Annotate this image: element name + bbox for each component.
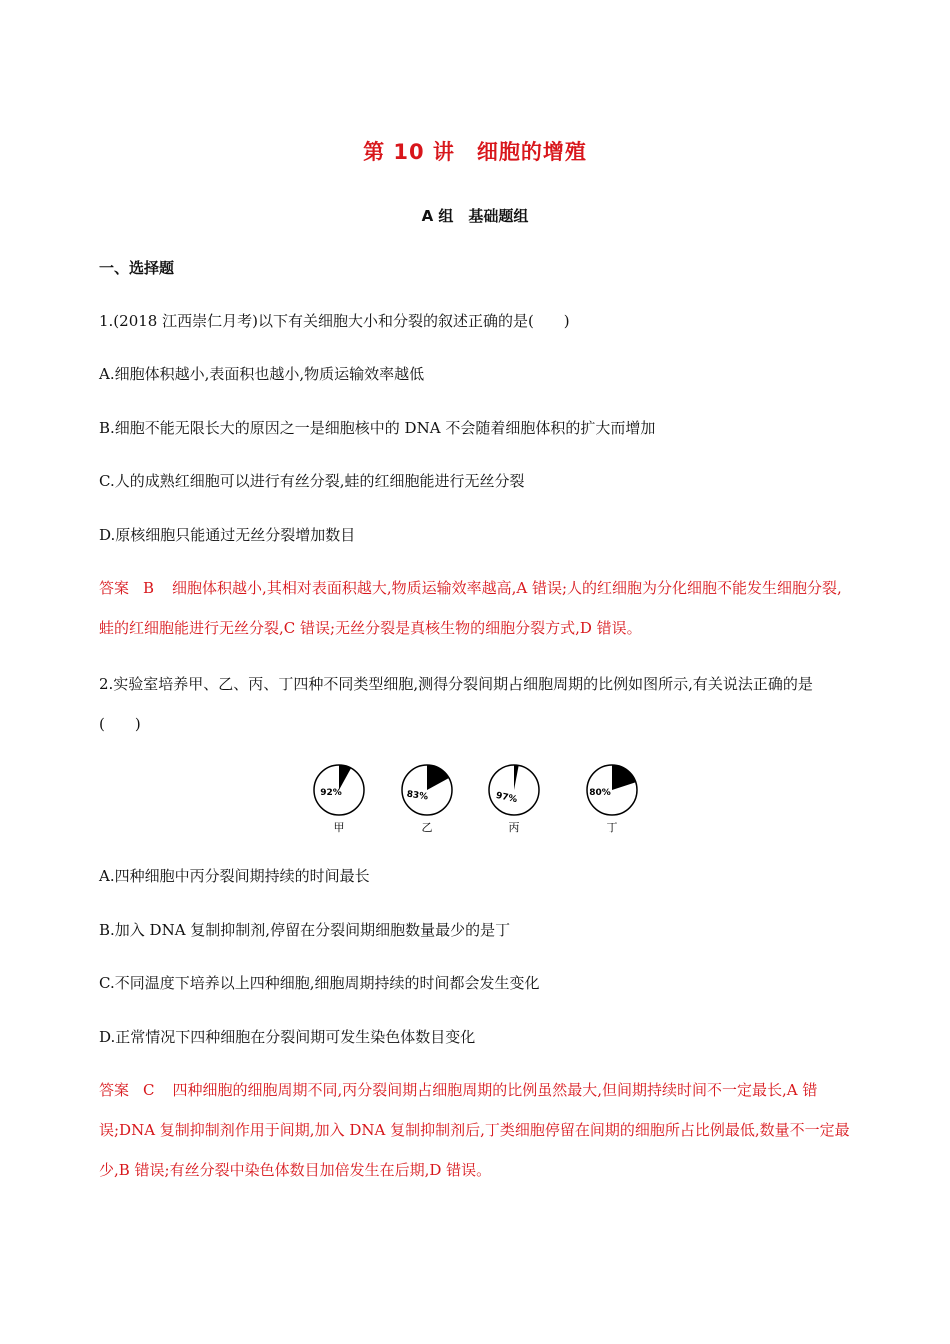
pie-cell-label-4: 丁 xyxy=(606,821,618,834)
q2-option-c: C.不同温度下培养以上四种细胞,细胞周期持续的时间都会发生变化 xyxy=(99,974,540,992)
pie-cell-label-1: 甲 xyxy=(333,821,345,834)
pie-cell-label-2: 乙 xyxy=(421,821,433,834)
q1-answer-text: 细胞体积越小,其相对表面积越大,物质运输效率越高,A 错误;人的红细胞为分化细胞不能发生细胞分裂,蛙的红细胞能进行无丝分裂,C 错误;无丝分裂是真核生物的细胞分裂方式,D 错误。 xyxy=(99,579,842,637)
q1-option-d: D.原核细胞只能通过无丝分裂增加数目 xyxy=(99,526,356,544)
pie-percent-label-4: 80% xyxy=(589,788,611,798)
q2-answer-choice: C xyxy=(143,1081,155,1099)
section-heading: 一、选择题 xyxy=(99,259,175,277)
q1-option-b: B.细胞不能无限长大的原因之一是细胞核中的 DNA 不会随着细胞体积的扩大而增加 xyxy=(99,419,656,437)
q1-option-a: A.细胞体积越小,表面积也越小,物质运输效率越低 xyxy=(99,365,425,383)
pie-cell-label-3: 丙 xyxy=(508,821,520,834)
q1-option-c: C.人的成熟红细胞可以进行有丝分裂,蛙的红细胞能进行无丝分裂 xyxy=(99,472,525,490)
interphase-pie-charts xyxy=(300,756,650,836)
q1-stem: 1.(2018 江西崇仁月考)以下有关细胞大小和分裂的叙述正确的是( ) xyxy=(99,312,570,330)
q2-option-b: B.加入 DNA 复制抑制剂,停留在分裂间期细胞数量最少的是丁 xyxy=(99,921,511,939)
q2-answer-text: 四种细胞的细胞周期不同,丙分裂间期占细胞周期的比例虽然最大,但间期持续时间不一定最长,A 错误;DNA 复制抑制剂作用于间期,加入 DNA 复制抑制剂后,丁类细胞停留在间期的细胞所占比例最低,数量不一定最少,B 错误;有丝分裂中染色体数目加倍发生在后期,D 错误。 xyxy=(99,1081,850,1179)
pie-percent-label-3: 97% xyxy=(494,790,518,806)
q1-answer-choice: B xyxy=(143,579,155,597)
pie-percent-label-2: 83% xyxy=(405,789,429,803)
q2-stem: 2.实验室培养甲、乙、丙、丁四种不同类型细胞,测得分裂间期占细胞周期的比例如图所示,有关说法正确的是( ) xyxy=(99,675,813,733)
q2-option-d: D.正常情况下四种细胞在分裂间期可发生染色体数目变化 xyxy=(99,1028,476,1046)
q2-answer xyxy=(99,1070,851,1190)
q2-option-a: A.四种细胞中丙分裂间期持续的时间最长 xyxy=(99,867,370,885)
page-title: 第 10 讲 细胞的增殖 xyxy=(363,140,587,164)
group-heading: A 组 基础题组 xyxy=(421,207,529,225)
q1-answer xyxy=(99,568,851,648)
pie-percent-label-1: 92% xyxy=(320,788,342,798)
q2-answer-label: 答案 xyxy=(99,1081,130,1099)
q1-answer-label: 答案 xyxy=(99,579,130,597)
